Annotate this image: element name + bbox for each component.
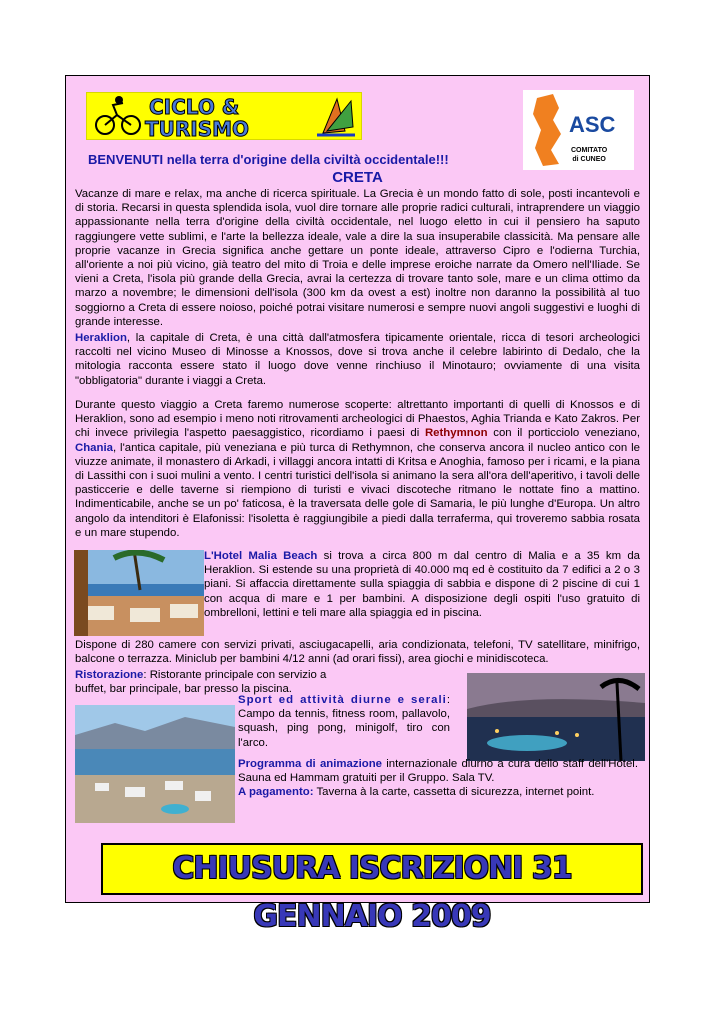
hotel-terrace-photo — [74, 550, 204, 636]
pool-night-photo — [467, 673, 645, 761]
heraklion-paragraph: Heraklion, la capitale di Creta, è una città dall'atmosfera tipicamente orientale, ricca di tesori archeologici raccolti nel vicino Museo di Minosse a Knossos, dove si trova anche il celebre labirinto di Dedalo, che la mitologia racconta essere stato il luogo dove venne rinchiuso il Minotauro; ovviamente di una visita "obbligatoria" durante i viaggi a Creta. — [75, 332, 640, 387]
page-title: CRETA — [332, 169, 383, 186]
registration-deadline-banner: CHIUSURA ISCRIZIONI 31 GENNAIO 2009 — [101, 843, 643, 895]
discoveries-paragraph: Durante questo viaggio a Creta faremo numerose scoperte: altrettanto importanti di quelli di Knossos e di Heraklion, sono ad esempio i meno noti ritrovamenti archeologici di Phaestos, Aghia Trianda e Kato Zakros. Per chi invece privilegia l'aspetto paesaggistico, ricordiamo i paesi di Rethymnon con il porticciolo veneziano, Chania, l'antica capitale, più veneziana e più turca di Rethymnon, che conserva ancora il nucleo antico con le viuzze animate, il monastero di Arkadi, i villaggi ancora intatti di Kritsa e Anoghia, famoso per i ricami, e la piana di Lassithi con i suoi mulini a vento. I centri turistici dell'isola si animano la sera all'ora dell'aperitivo, i tavoli delle pasticcerie e delle taverne si riempiono di turisti e vivaci discoteche ritmano le nottate fino a mattino. Indimenticabile, anche se un po' faticosa, è la traversata delle gole di Samaria, le più lunghe d'Europa. Un altro angolo da intenditori è Elafonissi: l'isoletta è raggiungibile a piedi dalla terraferma, qui troveremo sabbia rosata e un mare stupendo. — [75, 399, 640, 539]
welcome-line: BENVENUTI nella terra d'origine della civiltà occidentale!!! — [88, 152, 449, 167]
sport-paragraph: Sport ed attività diurne e serali: Campo da tennis, fitness room, pallavolo, squash, ping pong, minigolf, tiro con l'arco. — [238, 694, 450, 749]
rooms-paragraph: Dispone di 280 camere con servizi privati, asciugacapelli, aria condizionata, telefoni, TV satellitare, minifrigo, balcone o terrazza. Miniclub per bambini 4/12 anni (ad orari fissi), area giochi e minidiscoteca. — [75, 639, 640, 666]
hotel-paragraph: L'Hotel Malia Beach si trova a circa 800 m dal centro di Malia e a 35 km da Heraklion. Si estende su una proprietà di 40.000 mq ed è costituito da 7 edifici a 2 o 3 piani. Si affaccia direttamente sulla spiaggia di sabbia e dispone di 2 piscine di cui 1 con acqua di mare e 1 per bambini. A disposizione degli ospiti l'uso gratuito di ombrelloni, lettini e teli mare alla spiaggia ed in piscina. — [204, 550, 640, 619]
svg-text:CICLO &: CICLO & — [149, 95, 240, 119]
flyer-page — [65, 75, 650, 934]
svg-text:TURISMO: TURISMO — [145, 117, 250, 139]
comitato-label: COMITATO di CUNEO — [571, 147, 608, 163]
animation-paragraph: Programma di animazione internazionale diurno a cura dello staff dell'Hotel. Sauna ed Hammam gratuiti per il Gruppo. Sala TV. A pagamento: Taverna à la carte, cassetta di sicurezza, internet point. — [238, 758, 638, 799]
restaurant-paragraph: Ristorazione: Ristorante principale con servizio a buffet, bar principale, bar presso la piscina. — [75, 669, 327, 696]
ciclo-turismo-logo — [86, 92, 362, 140]
malia-coast-photo — [75, 705, 235, 823]
intro-paragraph: Vacanze di mare e relax, ma anche di ricerca spirituale. La Grecia è un mondo fatto di sole, posti incantevoli e di storia. Recarsi in questa splendida isola, vuol dire tornare alle proprie radici culturali, intraprendere un viaggio appassionante nella terra d'origine della civiltà occidentale, nel luogo eletto in cui il pensiero ha saputo raggiungere vette sublimi, e l'arte la bellezza ideale, vale a dire la sua insuperabile classicità. Ma pensare alle proprie vacanze in Grecia significa anche gettare un ponte ideale, attraverso Cipro e l'odierna Turchia, all'oriente a noi più vicino, già teatro del mito di Troia e delle imprese eroiche narrate da Omero nell'Iliade. Se vieni a Creta, l'isola più grande della Grecia, avrai la certezza di trovare tanto sole, mare e un clima ottimo da marzo a novembre; le dimensioni dell'isola (300 km da ovest a est) inoltre non daranno la possibilità al tuo soggiorno a Creta di essere noioso, poiché potrai visitare numerosi e sempre nuovi angoli suggestivi e luoghi di grande interesse. — [75, 188, 640, 328]
svg-text:ASC: ASC — [569, 112, 616, 137]
